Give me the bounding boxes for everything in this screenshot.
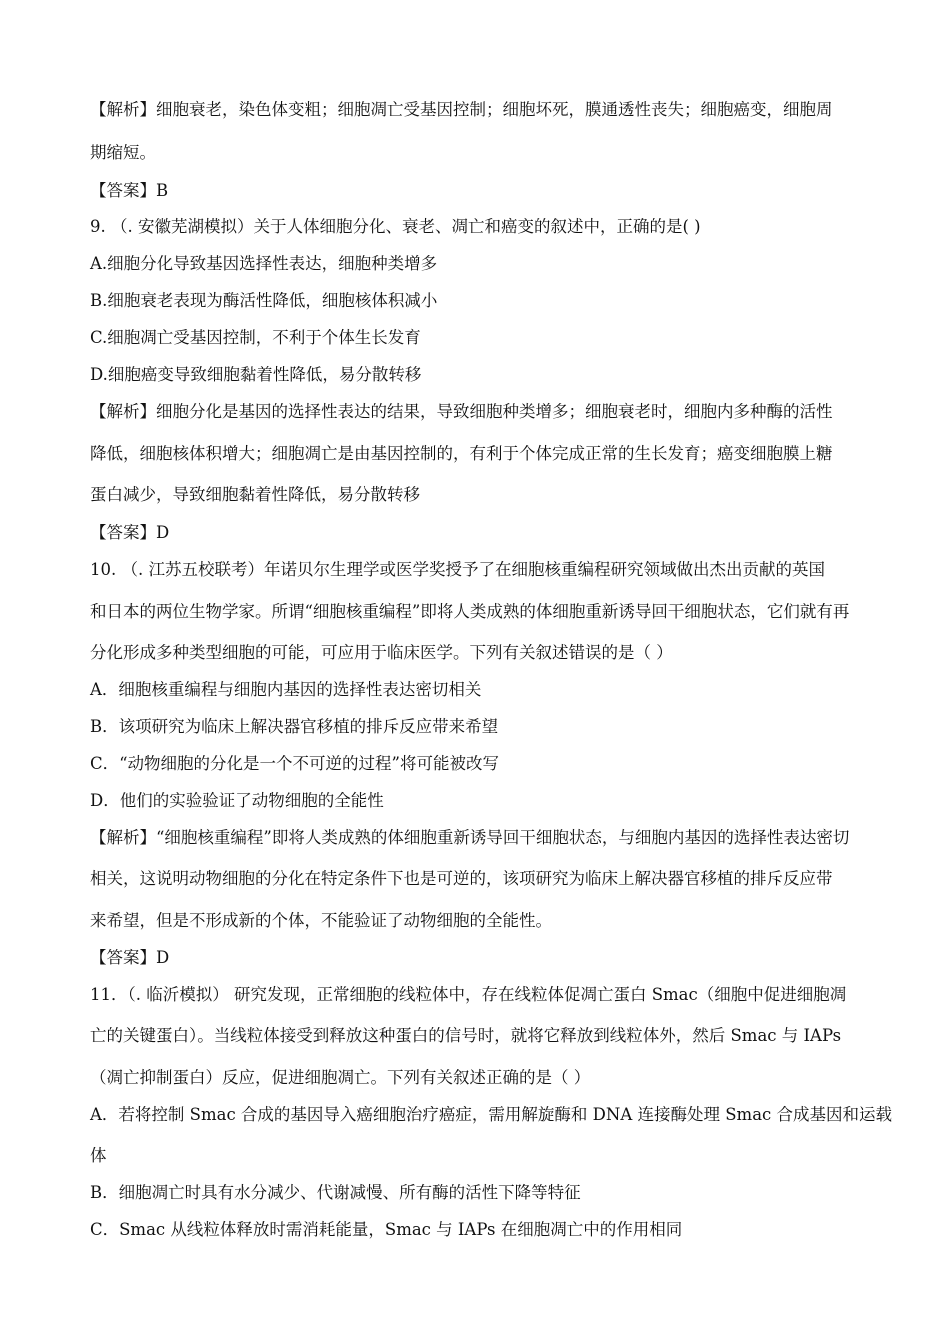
answer-q10: 【答案】D (90, 948, 170, 967)
analysis-q9-line2: 降低，细胞核体积增大；细胞凋亡是由基因控制的，有利于个体完成正常的生长发育；癌变细胞膜上糖 (90, 444, 833, 463)
question-9-option-d: D.细胞癌变导致细胞黏着性降低，易分散转移 (90, 365, 422, 384)
question-10-stem-line2: 和日本的两位生物学家。所谓“细胞核重编程”即将人类成熟的体细胞重新诱导回干细胞状态，它们就有再 (90, 602, 850, 621)
question-11-stem-line3: （凋亡抑制蛋白）反应，促进细胞凋亡。下列有关叙述正确的是（ ） (90, 1068, 591, 1087)
question-10-stem-line3: 分化形成多种类型细胞的可能，可应用于临床医学。下列有关叙述错误的是（ ） (90, 643, 673, 662)
question-11-stem-line1: 11．（. 临沂模拟） 研究发现，正常细胞的线粒体中，存在线粒体促凋亡蛋白 Smac（细胞中促进细胞凋 (90, 985, 847, 1004)
analysis-q9-line3: 蛋白减少，导致细胞黏着性降低，易分散转移 (90, 485, 420, 504)
analysis-q8-line2: 期缩短。 (90, 143, 156, 162)
analysis-q10-line2: 相关，这说明动物细胞的分化在特定条件下也是可逆的，该项研究为临床上解决器官移植的排斥反应带 (90, 869, 833, 888)
analysis-q10-line3: 来希望，但是不形成新的个体，不能验证了动物细胞的全能性。 (90, 911, 552, 930)
analysis-q8-line1: 【解析】细胞衰老，染色体变粗；细胞凋亡受基因控制；细胞坏死，膜通透性丧失；细胞癌变，细胞周 (90, 100, 833, 119)
question-10-option-d: D．他们的实验验证了动物细胞的全能性 (90, 791, 384, 810)
question-11-option-b: B．细胞凋亡时具有水分减少、代谢减慢、所有酶的活性下降等特征 (90, 1183, 581, 1202)
question-9-option-b: B.细胞衰老表现为酶活性降低，细胞核体积减小 (90, 291, 438, 310)
question-11-option-c: C．Smac 从线粒体释放时需消耗能量，Smac 与 IAPs 在细胞凋亡中的作用相同 (90, 1220, 683, 1239)
question-11-option-a-line1: A．若将控制 Smac 合成的基因导入癌细胞治疗癌症，需用解旋酶和 DNA 连接酶处理 Smac 合成基因和运载 (90, 1105, 893, 1124)
question-11-option-a-line2: 体 (90, 1146, 107, 1165)
question-9-stem: 9. （. 安徽芜湖模拟）关于人体细胞分化、衰老、凋亡和癌变的叙述中，正确的是( ) (90, 217, 701, 236)
question-11-stem-line2: 亡的关键蛋白）。当线粒体接受到释放这种蛋白的信号时，就将它释放到线粒体外，然后 Smac 与 IAPs (90, 1026, 842, 1045)
question-10-option-b: B．该项研究为临床上解决器官移植的排斥反应带来希望 (90, 717, 499, 736)
question-9-option-a: A.细胞分化导致基因选择性表达，细胞种类增多 (90, 254, 438, 273)
question-10-stem-line1: 10. （. 江苏五校联考）年诺贝尔生理学或医学奖授予了在细胞核重编程研究领域做出杰出贡献的英国 (90, 560, 825, 579)
question-10-option-a: A．细胞核重编程与细胞内基因的选择性表达密切相关 (90, 680, 482, 699)
question-9-option-c: C.细胞凋亡受基因控制，不利于个体生长发育 (90, 328, 421, 347)
question-10-option-c: C．“动物细胞的分化是一个不可逆的过程”将可能被改写 (90, 754, 499, 773)
answer-q8: 【答案】B (90, 181, 169, 200)
analysis-q10-line1: 【解析】“细胞核重编程”即将人类成熟的体细胞重新诱导回干细胞状态，与细胞内基因的选择性表达密切 (90, 828, 850, 847)
analysis-q9-line1: 【解析】细胞分化是基因的选择性表达的结果，导致细胞种类增多；细胞衰老时，细胞内多种酶的活性 (90, 402, 833, 421)
answer-q9: 【答案】D (90, 523, 170, 542)
